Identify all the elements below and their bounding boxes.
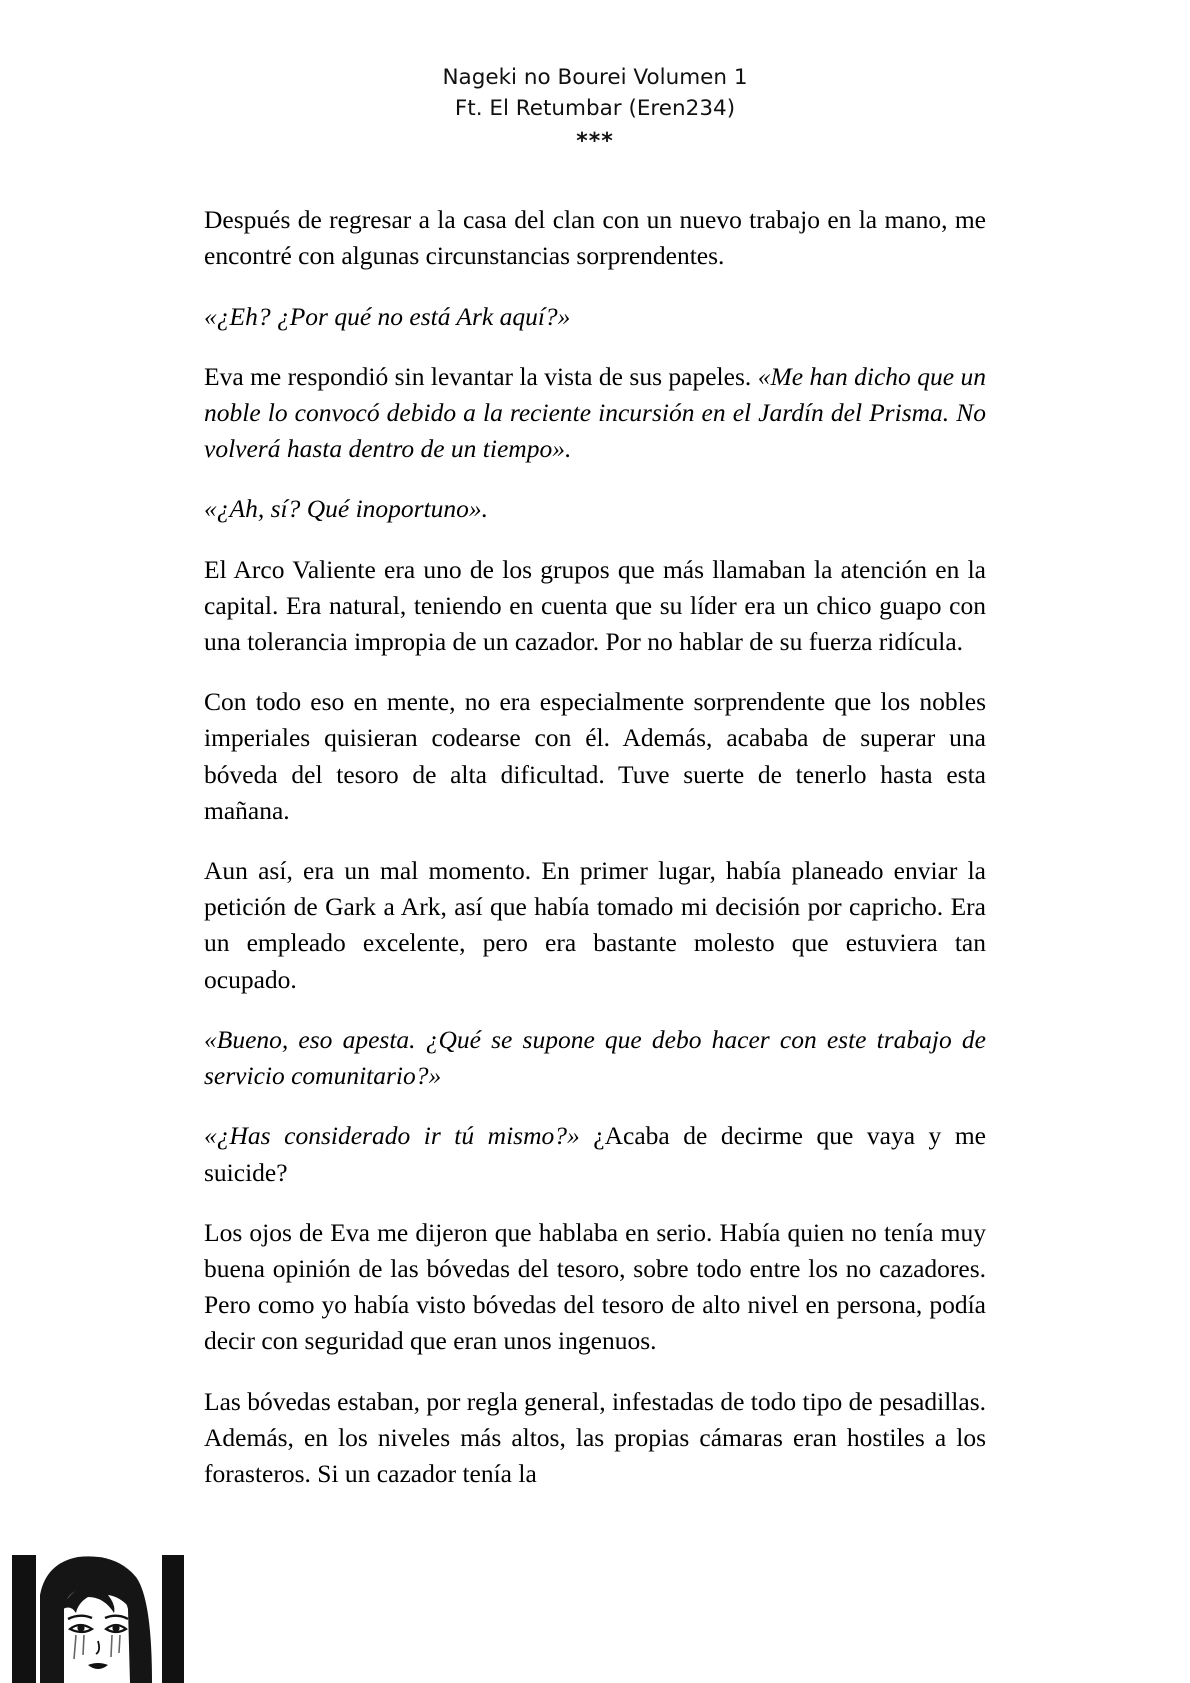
- document-body: [204, 158, 986, 1492]
- paragraph-10: Los ojos de Eva me dijeron que hablaba en serio. Había quien no tenía muy buena opinión de las bóvedas del tesoro, sobre todo entre los no cazadores. Pero como yo había visto bóvedas del tesoro de alto nivel en persona, podía decir con seguridad que eran unos ingenuos.: [204, 1217, 986, 1356]
- paragraph-4-dialogue: «¿Ah, sí? Qué inoportuno».: [204, 494, 489, 524]
- paragraph-7: Aun así, era un mal momento. En primer lugar, había planeado enviar la petición de Gark a Ark, así que había tomado mi decisión por capricho. Era un empleado excelente, pero era bastante molesto que estuviera tan ocupado.: [204, 856, 986, 994]
- paragraph-9-plain: ¿Acaba de decirme que vaya y me suicide?: [204, 1121, 986, 1187]
- header-title-line-2: Ft. El Retumbar (Eren234): [454, 96, 736, 122]
- paragraph-9-italic: «¿Has considerado ir tú mismo?»: [204, 1121, 580, 1151]
- paragraph-11: Las bóvedas estaban, por regla general, infestadas de todo tipo de pesadillas. Además, en los niveles más altos, las propias cámaras eran hostiles a los forasteros. Si un cazador tenía la: [204, 1386, 986, 1488]
- paragraph-3: [204, 359, 986, 468]
- paragraph-3-italic: «Me han dicho que un noble lo convocó debido a la reciente incursión en el Jardín del Prisma. No volverá hasta dentro de un tiempo».: [204, 361, 987, 464]
- paragraph-9: [204, 1118, 986, 1190]
- paragraph-5: El Arco Valiente era uno de los grupos que más llamaban la atención en la capital. Era natural, teniendo en cuenta que su líder era un chico guapo con una tolerancia impropia de un cazador. Por no hablar de su fuerza ridícula.: [204, 554, 986, 657]
- page-header: [0, 62, 1190, 158]
- header-title-line-1: Nageki no Bourei Volumen 1: [442, 65, 748, 90]
- header-separator: ***: [576, 129, 614, 155]
- paragraph-1: Después de regresar a la casa del clan con un nuevo trabajo en la mano, me encontré con algunas circunstancias sorprendentes.: [204, 205, 986, 271]
- paragraph-3-plain: Eva me respondió sin levantar la vista de sus papeles.: [204, 361, 758, 391]
- paragraph-2-dialogue: «¿Eh? ¿Por qué no está Ark aquí?»: [204, 301, 571, 331]
- paragraph-6: Con todo eso en mente, no era especialmente sorprendente que los nobles imperiales quisieran codearse con él. Además, acababa de superar una bóveda del tesoro de alta dificultad. Tuve suerte de tenerlo hasta esta mañana.: [204, 687, 986, 825]
- manga-face-illustration: [12, 1555, 184, 1683]
- paragraph-8-dialogue: «Bueno, eso apesta. ¿Qué se supone que debo hacer con este trabajo de servicio comunitario?»: [204, 1024, 986, 1091]
